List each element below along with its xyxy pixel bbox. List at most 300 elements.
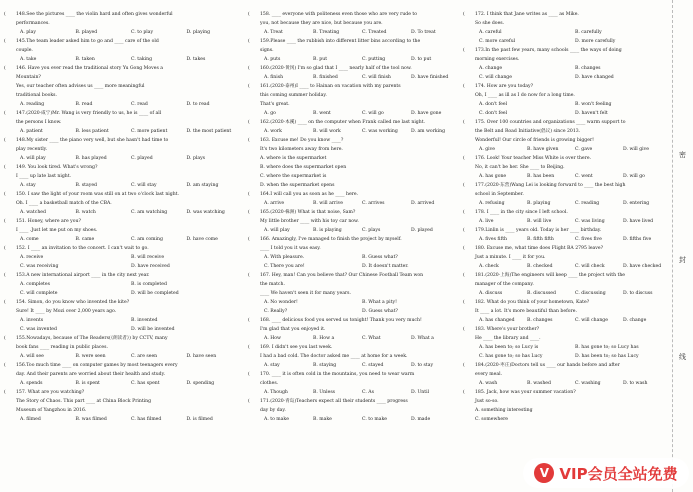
- question-stem: 166. Amazingly, I've managed to finish the project by myself.: [260, 237, 402, 242]
- answer-bracket: (: [463, 273, 465, 278]
- question-text-line: It ____ a lot. It's more beautiful than before.: [475, 309, 577, 314]
- question-text-line: B. where does the supermarket open: [260, 165, 347, 170]
- answer-bracket: (: [4, 12, 6, 17]
- question-stem-row: [4, 190, 242, 199]
- question-item: [4, 334, 242, 361]
- question-stem-row: [463, 361, 671, 370]
- answer-option[interactable]: C. was working: [362, 129, 398, 134]
- vip-watermark-badge[interactable]: [523, 458, 689, 488]
- answer-option[interactable]: C. arrives: [362, 201, 385, 206]
- answer-option[interactable]: C. There you are!: [264, 264, 305, 269]
- answer-option[interactable]: B. is playing: [313, 228, 342, 233]
- answer-option[interactable]: A. discuss: [479, 291, 503, 296]
- question-text-line: Just so-so.: [475, 399, 499, 404]
- question-column-1: [4, 10, 242, 492]
- question-stem: 178. I ____ in the city since I left school.: [475, 210, 568, 215]
- option-row: [248, 298, 460, 307]
- answer-option[interactable]: A. No wonder!: [264, 300, 298, 305]
- question-stem: 156.Too much time ____ on computer games by most teenagers every: [16, 363, 178, 368]
- question-item: [463, 109, 671, 118]
- option-row: [4, 100, 242, 109]
- answer-option[interactable]: D. to discuss: [623, 291, 653, 296]
- answer-option[interactable]: C. gave: [575, 147, 593, 152]
- question-stem: 160.(2020·黄冈) I'm so glad that I ____ nearly half of the tool now.: [260, 66, 412, 71]
- answer-option[interactable]: C. As: [362, 390, 374, 395]
- answer-option[interactable]: A. go: [264, 111, 276, 116]
- question-text-line: Yes, our teacher often advises us ____ more meaningful: [16, 84, 145, 89]
- answer-bracket: (: [463, 363, 465, 368]
- question-stem-row: [4, 361, 242, 370]
- answer-option[interactable]: C. was living: [575, 219, 605, 224]
- question-stem-row: [248, 37, 460, 46]
- answer-option[interactable]: A. change: [479, 66, 503, 71]
- answer-option[interactable]: A. With pleasure.: [264, 255, 305, 260]
- question-item: [463, 325, 671, 352]
- option-row: [463, 235, 671, 244]
- question-stem: 149. You look tired. What's wrong?: [16, 165, 98, 170]
- vip-logo-icon: V: [534, 463, 554, 483]
- answer-option[interactable]: A. fives fifth: [479, 237, 508, 242]
- answer-option[interactable]: C. will complete: [20, 291, 58, 296]
- question-text-line: The Story of Chaos. This part ____ at China Block Printing: [16, 399, 152, 404]
- answer-option[interactable]: B. carefully: [575, 30, 602, 35]
- question-stem: 161.(2020·泰州)I ____ to Hainan on vacation with my parents: [260, 84, 401, 89]
- question-stem-row: [463, 208, 671, 217]
- question-item: [463, 46, 671, 73]
- answer-option[interactable]: A. don't feel: [479, 102, 508, 107]
- answer-option[interactable]: A. has changed: [479, 318, 515, 323]
- question-item: [4, 361, 242, 388]
- question-stem-row: [4, 10, 242, 19]
- question-stem: 167. Hey, man! Can you believe that? Our Chinese Football Team won: [260, 273, 424, 278]
- question-stem-row: [463, 154, 671, 163]
- answer-option[interactable]: B. put: [313, 57, 328, 62]
- question-stem: 159.Please ____ the rubbish into different litter bins according to the: [260, 39, 421, 44]
- answer-option[interactable]: C. putting: [362, 57, 386, 62]
- answer-option[interactable]: B. How a: [313, 336, 335, 341]
- answer-option[interactable]: A. stay: [20, 183, 36, 188]
- question-item: [248, 118, 460, 136]
- answer-option[interactable]: C. don't feel: [479, 111, 508, 116]
- answer-option[interactable]: B. was filmed: [75, 417, 107, 422]
- answer-option[interactable]: A. filmed: [20, 417, 41, 422]
- vip-watermark-text: VIP会员全站免费: [559, 464, 678, 483]
- answer-bracket: (: [4, 138, 6, 143]
- answer-bracket: (: [248, 399, 250, 404]
- answer-option[interactable]: B. checked: [527, 264, 553, 269]
- answer-bracket: (: [4, 39, 6, 44]
- answer-option[interactable]: B. won't feeling: [575, 102, 612, 107]
- question-stem: 150. I saw the light of your room was still on at two o'clock last night.: [16, 192, 179, 197]
- option-row: [4, 280, 242, 289]
- answer-option[interactable]: B. finished: [313, 75, 338, 80]
- answer-option[interactable]: C. will finish: [362, 75, 391, 80]
- question-stem-row: [248, 208, 460, 217]
- answer-option[interactable]: D. have lived: [623, 219, 654, 224]
- answer-bracket: (: [4, 246, 6, 251]
- option-row: [4, 28, 242, 37]
- question-item: [248, 190, 460, 208]
- answer-option[interactable]: A. refusing: [479, 201, 505, 206]
- answer-option[interactable]: C. to make: [362, 417, 387, 422]
- question-text-line: It's two kilometers away from here.: [260, 147, 343, 152]
- option-row: [4, 154, 242, 163]
- question-text-line: So she does.: [475, 21, 505, 26]
- question-text-line: C. somewhere: [475, 417, 508, 422]
- answer-option[interactable]: C. am coming: [131, 237, 163, 242]
- question-item: [4, 109, 242, 136]
- answer-option[interactable]: D. It doesn't matter.: [362, 264, 409, 269]
- answer-option[interactable]: A. wash: [479, 381, 498, 386]
- answer-option[interactable]: C. am watching: [131, 210, 168, 215]
- question-stem-row: [463, 271, 671, 280]
- answer-option[interactable]: D. played: [411, 228, 433, 233]
- option-row: [248, 199, 460, 208]
- question-column-3: [463, 10, 671, 492]
- answer-option[interactable]: C. What: [362, 336, 381, 341]
- answer-option[interactable]: D. have received: [131, 264, 170, 269]
- answer-option[interactable]: B. discussed: [527, 291, 556, 296]
- answer-bracket: (: [4, 363, 6, 368]
- answer-bracket: (: [4, 192, 6, 197]
- answer-option[interactable]: C. discussing: [575, 291, 606, 296]
- question-item: [4, 244, 242, 262]
- answer-option[interactable]: D. is filmed: [186, 417, 213, 422]
- answer-bracket: (: [248, 12, 250, 17]
- question-stem-row: [463, 325, 671, 334]
- question-item: [463, 352, 671, 361]
- question-text-line: I ____ .Just let me put on my shoes.: [16, 228, 98, 233]
- question-text-line: No, it can't be her. She ____ to Beijing.: [475, 165, 565, 170]
- question-stem-row: [463, 118, 671, 127]
- answer-option[interactable]: D. to wash: [623, 381, 648, 386]
- option-row: [4, 262, 242, 271]
- question-text-line: the match.: [260, 282, 285, 287]
- answer-option[interactable]: D. will be invented: [131, 327, 175, 332]
- answer-option[interactable]: A. live: [479, 219, 494, 224]
- answer-option[interactable]: C. fives five: [575, 237, 602, 242]
- answer-bracket: (: [463, 390, 465, 395]
- answer-option[interactable]: C. more careful: [479, 39, 516, 44]
- answer-option[interactable]: B. taken: [75, 57, 95, 62]
- question-stem: 152. I ____ an invitation to the concert. I can't wait to go.: [16, 246, 149, 251]
- answer-option[interactable]: A. patient: [20, 129, 43, 134]
- question-text-line: signs.: [260, 48, 274, 53]
- answer-option[interactable]: A. receive: [20, 255, 44, 260]
- question-text-line: Oh. I ____ a basketball match of the CBA.: [16, 201, 112, 206]
- answer-option[interactable]: B. have given: [527, 147, 559, 152]
- answer-option[interactable]: D. made: [411, 417, 431, 422]
- answer-option[interactable]: D. entering: [623, 201, 650, 206]
- answer-option[interactable]: B. will work: [313, 129, 341, 134]
- option-row: [4, 325, 242, 334]
- answer-option[interactable]: B. Unless: [313, 390, 336, 395]
- question-text-line: traditional books.: [16, 93, 57, 98]
- answer-option[interactable]: D. Guess what?: [362, 309, 398, 314]
- question-item: [4, 10, 242, 37]
- question-stem: 164.I will call you as soon as he ____ here.: [260, 192, 359, 197]
- answer-option[interactable]: C. reading: [575, 201, 600, 206]
- question-stem: 185. Jack, how was your summer vacation?: [475, 390, 576, 395]
- answer-bracket: (: [4, 111, 6, 116]
- option-row: [463, 109, 671, 118]
- answer-bracket: (: [463, 228, 465, 233]
- question-item: [4, 136, 242, 163]
- question-stem: 170. ____ it is often cold in the mountains, you need to wear warm: [260, 372, 415, 377]
- answer-option[interactable]: B. fifth fifth: [527, 237, 554, 242]
- answer-option[interactable]: A. come: [20, 237, 39, 242]
- answer-option[interactable]: D. To treat: [411, 30, 436, 35]
- question-stem: 169. I didn't see you last week.: [260, 345, 333, 350]
- question-text-line: A. where is the supermarket: [260, 156, 327, 161]
- answer-option[interactable]: B. went: [313, 111, 331, 116]
- question-text-line: morning exercises.: [475, 57, 520, 62]
- question-item: [463, 244, 671, 271]
- answer-option[interactable]: B. stayed: [75, 183, 97, 188]
- option-row: [463, 217, 671, 226]
- answer-option[interactable]: B. less patient: [75, 129, 109, 134]
- question-text-line: book fans ____ reading in public places.: [16, 345, 108, 350]
- answer-option[interactable]: B. Treating: [313, 30, 340, 35]
- option-row: [248, 388, 460, 397]
- answer-option[interactable]: B. played: [75, 30, 98, 35]
- question-stem-row: [4, 37, 242, 46]
- answer-option[interactable]: C. are seen: [131, 354, 158, 359]
- answer-option[interactable]: D. change: [623, 318, 647, 323]
- answer-option[interactable]: D. fifths five: [623, 237, 652, 242]
- answer-option[interactable]: D. Until: [411, 390, 430, 395]
- answer-option[interactable]: B. read: [75, 102, 93, 107]
- question-item: [4, 325, 242, 334]
- answer-option[interactable]: A. play: [20, 30, 36, 35]
- option-row: [4, 289, 242, 298]
- question-item: [248, 64, 460, 82]
- answer-option[interactable]: C. played: [131, 156, 153, 161]
- question-stem-row: [248, 118, 460, 127]
- answer-option[interactable]: D. to stay: [411, 363, 434, 368]
- answer-option[interactable]: D. was watching: [186, 210, 225, 215]
- answer-option[interactable]: A. has been to; so Lucy is: [479, 345, 539, 350]
- question-stem: 173.In the past few years, many schools ____ the ways of doing: [475, 48, 622, 53]
- question-item: [463, 388, 671, 424]
- question-text-line: I ____ up late last night.: [16, 174, 72, 179]
- answer-bracket: (: [463, 120, 465, 125]
- answer-option[interactable]: C. Really?: [264, 309, 288, 314]
- option-row: [463, 199, 671, 208]
- answer-option[interactable]: A. finish: [264, 75, 284, 80]
- question-item: [248, 307, 460, 316]
- seal-char-3: 线: [679, 353, 686, 361]
- question-text-line: Just a minute. I ____ it for you.: [475, 255, 546, 260]
- answer-option[interactable]: C. to play: [131, 30, 154, 35]
- question-stem: 151. Honey, where are you?: [16, 219, 81, 224]
- answer-option[interactable]: C. was invented: [20, 327, 57, 332]
- answer-option[interactable]: B. playing: [527, 201, 551, 206]
- question-stem: 146. Have you ever read the traditional story Yu Gong Moves a: [16, 66, 164, 71]
- answer-option[interactable]: C. will stay: [131, 183, 157, 188]
- answer-option[interactable]: B. make: [313, 417, 332, 422]
- answer-option[interactable]: A. spends: [20, 381, 43, 386]
- answer-option[interactable]: D. has been to; so has Lucy: [575, 354, 639, 359]
- option-row: [248, 361, 460, 370]
- answer-option[interactable]: A. work: [264, 129, 282, 134]
- question-item: [463, 118, 671, 154]
- answer-bracket: (: [248, 66, 250, 71]
- answer-bracket: (: [463, 210, 465, 215]
- question-item: [4, 217, 242, 244]
- answer-bracket: (: [4, 273, 6, 278]
- option-row: [463, 316, 671, 325]
- answer-option[interactable]: A. check: [479, 264, 499, 269]
- answer-option[interactable]: A. reading: [20, 102, 45, 107]
- question-item: [463, 10, 671, 37]
- option-row: [463, 172, 671, 181]
- answer-option[interactable]: A. will play: [264, 228, 290, 233]
- question-stem: 157. What are you watching?: [16, 390, 85, 395]
- answer-option[interactable]: D. have come: [186, 237, 218, 242]
- answer-option[interactable]: C. was receiving: [20, 264, 59, 269]
- answer-option[interactable]: C. plays: [362, 228, 381, 233]
- answer-option[interactable]: C. read: [131, 102, 148, 107]
- question-item: [463, 208, 671, 226]
- answer-option[interactable]: C. stayed: [362, 363, 384, 368]
- answer-option[interactable]: B. has gone to; so Lucy has: [575, 345, 639, 350]
- answer-option[interactable]: A. puts: [264, 57, 281, 62]
- answer-option[interactable]: A. completes: [20, 282, 50, 287]
- answer-option[interactable]: B. will live: [527, 219, 552, 224]
- answer-option[interactable]: C. has filmed: [131, 417, 162, 422]
- answer-option[interactable]: C. will check: [575, 264, 605, 269]
- answer-option[interactable]: A. has gone: [479, 174, 507, 179]
- answer-option[interactable]: B. will arrive: [313, 201, 344, 206]
- question-stem: 158. ____ everyone with politeness even those who are very rude to: [260, 12, 418, 17]
- answer-option[interactable]: C. went: [575, 174, 593, 179]
- answer-option[interactable]: D. more carefully: [575, 39, 616, 44]
- answer-bracket: (: [4, 390, 6, 395]
- answer-option[interactable]: A. to make: [264, 417, 289, 422]
- answer-option[interactable]: D. will give: [623, 147, 649, 152]
- question-stem-row: [4, 64, 242, 73]
- answer-option[interactable]: C. has gone to; so has Lucy: [479, 354, 543, 359]
- question-stem-row: [248, 10, 460, 19]
- answer-option[interactable]: A. careful: [479, 30, 502, 35]
- answer-option[interactable]: D. have gone: [411, 111, 442, 116]
- question-item: [248, 262, 460, 271]
- answer-option[interactable]: A. How: [264, 336, 281, 341]
- answer-option[interactable]: B. came: [75, 237, 95, 242]
- answer-bracket: (: [248, 210, 250, 215]
- answer-option[interactable]: C. Treated: [362, 30, 387, 35]
- answer-option[interactable]: B. is completed: [131, 282, 167, 287]
- answer-option[interactable]: A. Though: [264, 390, 288, 395]
- answer-option[interactable]: B. watch: [75, 210, 96, 215]
- answer-option[interactable]: A. take: [20, 57, 37, 62]
- option-row: [463, 100, 671, 109]
- answer-bracket: (: [463, 84, 465, 89]
- answer-option[interactable]: D. am working: [411, 129, 446, 134]
- question-item: [4, 271, 242, 289]
- answer-option[interactable]: D. have changed: [575, 75, 614, 80]
- option-row: [463, 145, 671, 154]
- answer-option[interactable]: C. has spent: [131, 381, 160, 386]
- answer-option[interactable]: B. changes: [575, 66, 601, 71]
- answer-option[interactable]: C. taking: [131, 57, 153, 62]
- question-stem-row: [248, 271, 460, 280]
- answer-option[interactable]: B. washed: [527, 381, 551, 386]
- question-item: [248, 82, 460, 118]
- answer-bracket: (: [463, 48, 465, 53]
- answer-option[interactable]: D. takes: [186, 57, 206, 62]
- seal-char-2: 封: [679, 256, 686, 264]
- answer-option[interactable]: B. will receive: [131, 255, 165, 260]
- option-row: [463, 73, 671, 82]
- answer-option[interactable]: C. will change: [479, 75, 512, 80]
- answer-bracket: (: [248, 318, 250, 323]
- answer-option[interactable]: D. to put: [411, 57, 432, 62]
- answer-option[interactable]: A. arrive: [264, 201, 285, 206]
- answer-option[interactable]: C. more patient: [131, 129, 168, 134]
- answer-option[interactable]: C. washing: [575, 381, 601, 386]
- question-stem: 179.Linlin is ____ years old. Today is her ____ birthday.: [475, 228, 602, 233]
- option-row: [248, 415, 460, 424]
- question-item: [463, 73, 671, 82]
- answer-option[interactable]: B. What a pity!: [362, 300, 397, 305]
- question-item: [248, 235, 460, 262]
- question-item: [4, 190, 242, 217]
- answer-option[interactable]: B. has been: [527, 174, 555, 179]
- answer-option[interactable]: B. staying: [313, 363, 337, 368]
- answer-option[interactable]: A. invents: [20, 318, 44, 323]
- answer-option[interactable]: D. arrived: [411, 201, 435, 206]
- answer-option[interactable]: B. has played: [75, 156, 107, 161]
- answer-option[interactable]: B. invented: [131, 318, 158, 323]
- answer-option[interactable]: C. will go: [362, 111, 384, 116]
- question-stem-row: [248, 316, 460, 325]
- answer-option[interactable]: D. plays: [186, 156, 206, 161]
- answer-option[interactable]: D. to read: [186, 102, 210, 107]
- answer-option[interactable]: A. watched: [20, 210, 46, 215]
- answer-option[interactable]: B. Guess what?: [362, 255, 398, 260]
- question-stem-row: [4, 271, 242, 280]
- question-stem-row: [248, 370, 460, 379]
- answer-option[interactable]: D. will go: [623, 174, 645, 179]
- question-text-line: clothes.: [260, 381, 279, 386]
- answer-option[interactable]: D. spending: [186, 381, 215, 386]
- answer-option[interactable]: D. What a: [411, 336, 434, 341]
- answer-option[interactable]: A. give: [479, 147, 495, 152]
- question-text-line: manager of the company.: [475, 282, 534, 287]
- answer-option[interactable]: D. will be completed: [131, 291, 179, 296]
- question-item: [4, 289, 242, 298]
- answer-option[interactable]: A. will play: [20, 156, 46, 161]
- question-stem-row: [248, 190, 460, 199]
- question-item: [248, 316, 460, 343]
- answer-option[interactable]: D. the most patient: [186, 129, 232, 134]
- answer-option[interactable]: C. will change: [575, 318, 608, 323]
- answer-option[interactable]: D. have finished: [411, 75, 449, 80]
- answer-option[interactable]: D. playing: [186, 30, 211, 35]
- answer-option[interactable]: D. am staying: [186, 183, 219, 188]
- answer-option[interactable]: B. changes: [527, 318, 553, 323]
- answer-option[interactable]: A. Treat: [264, 30, 283, 35]
- answer-option[interactable]: A. will see: [20, 354, 44, 359]
- answer-option[interactable]: B. were seen: [75, 354, 106, 359]
- answer-option[interactable]: B. is spent: [75, 381, 100, 386]
- answer-option[interactable]: D. have checked: [623, 264, 662, 269]
- answer-option[interactable]: D. have seen: [186, 354, 217, 359]
- answer-option[interactable]: A. stay: [264, 363, 280, 368]
- answer-option[interactable]: D. haven't felt: [575, 111, 608, 116]
